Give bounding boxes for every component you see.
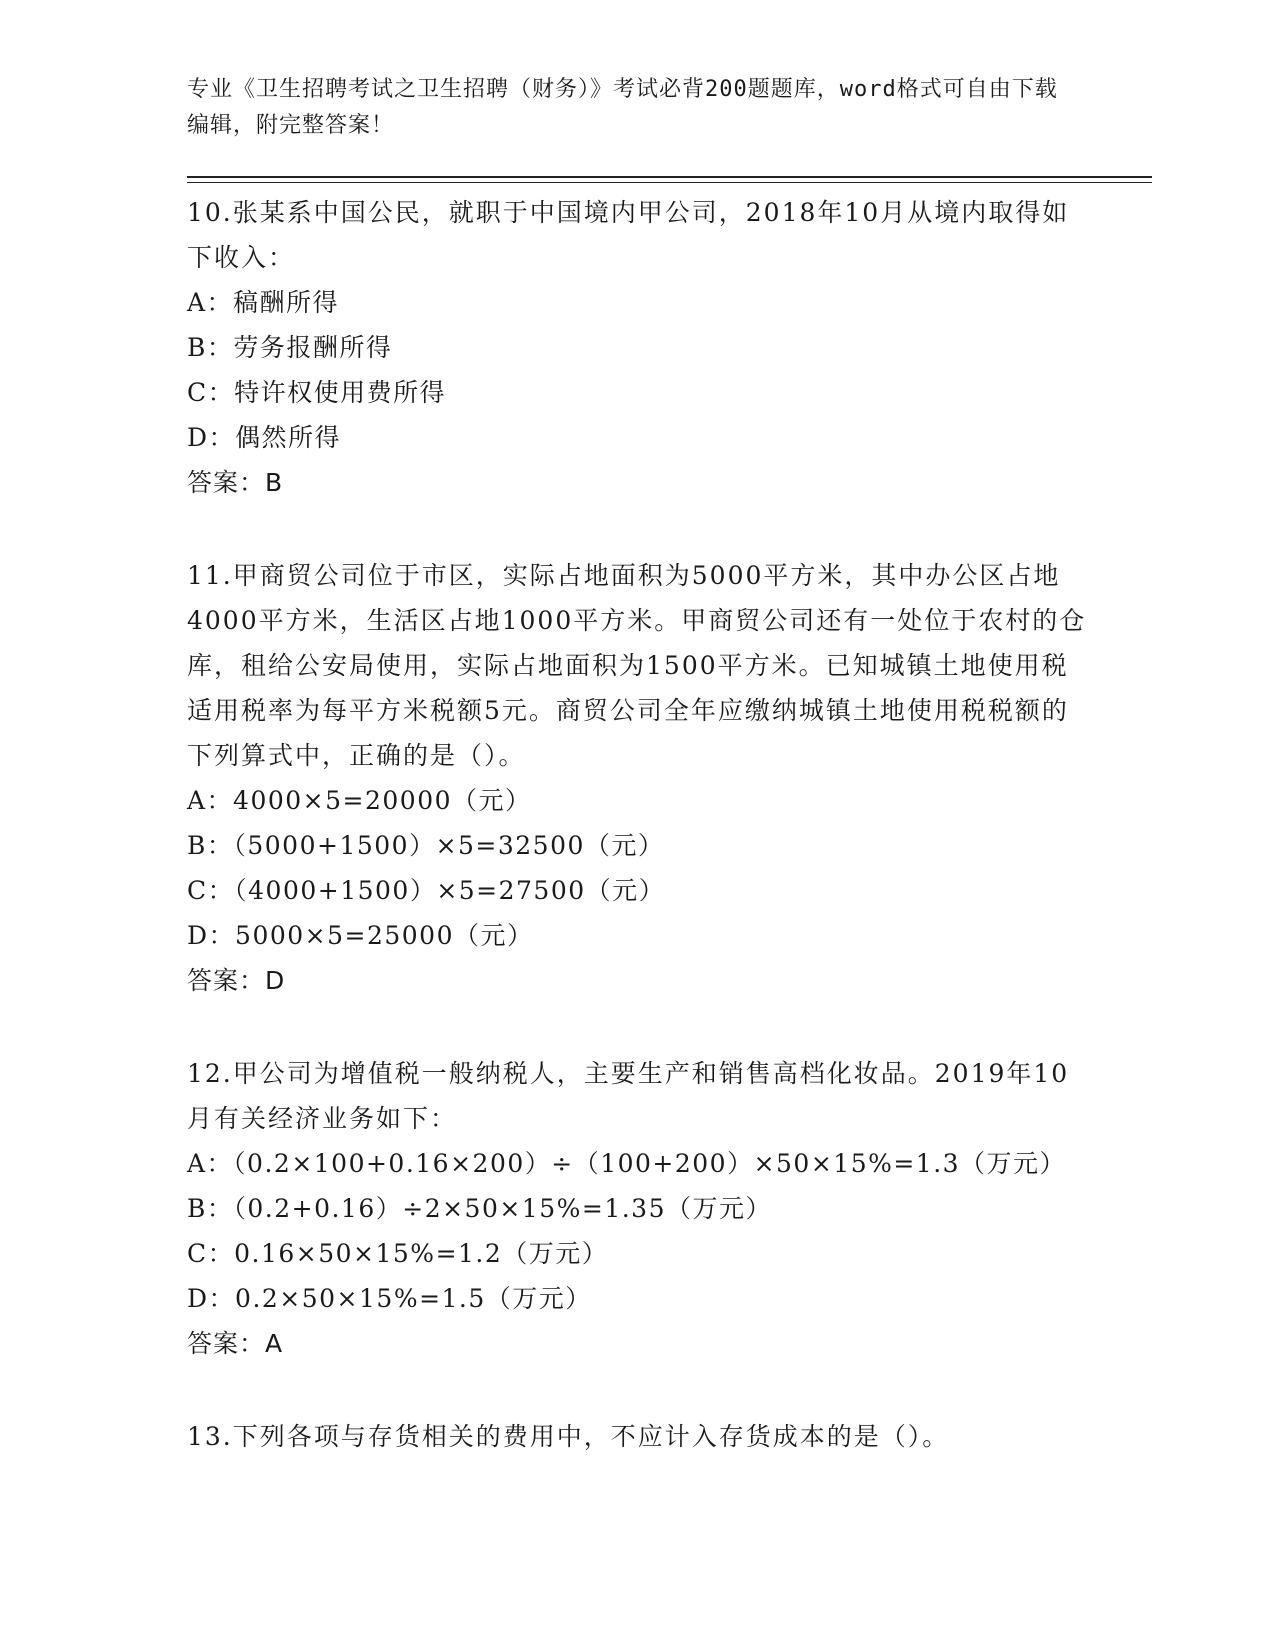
question-stem: 11.甲商贸公司位于市区，实际占地面积为5000平方米，其中办公区占地4000平方米，生活区占地1000平方米。甲商贸公司还有一处位于农村的仓库，租给公安局使用，实际占地面积为1500平方米。已知城镇土地使用税适用税率为每平方米税额5元。商贸公司全年应缴纳城镇土地使用税税额的下列算式中，正确的是（）。 bbox=[187, 561, 1087, 770]
question-list bbox=[187, 190, 1087, 1507]
question-11 bbox=[187, 553, 1087, 1003]
answer-line: 答案：B bbox=[187, 468, 284, 497]
option-b: B：（5000+1500）×5=32500（元） bbox=[187, 831, 665, 860]
question-stem: 10.张某系中国公民，就职于中国境内甲公司，2018年10月从境内取得如下收入： bbox=[187, 198, 1070, 272]
question-10 bbox=[187, 190, 1087, 505]
option-c: C：（4000+1500）×5=27500（元） bbox=[187, 876, 666, 905]
option-b: B：劳务报酬所得 bbox=[187, 333, 393, 362]
option-d: D：5000×5=25000（元） bbox=[187, 921, 534, 950]
document-header: 专业《卫生招聘考试之卫生招聘（财务）》考试必背200题题库，word格式可自由下载编辑，附完整答案！ bbox=[187, 77, 1058, 138]
option-c: C：0.16×50×15%=1.2（万元） bbox=[187, 1239, 609, 1268]
question-stem: 13.下列各项与存货相关的费用中，不应计入存货成本的是（）。 bbox=[187, 1422, 950, 1451]
answer-line: 答案：A bbox=[187, 1329, 284, 1358]
header-divider bbox=[187, 176, 1152, 178]
question-stem: 12.甲公司为增值税一般纳税人，主要生产和销售高档化妆品。2019年10月有关经济业务如下： bbox=[187, 1059, 1070, 1133]
option-b: B：（0.2+0.16）÷2×50×15%=1.35（万元） bbox=[187, 1194, 772, 1223]
answer-line: 答案：D bbox=[187, 966, 286, 995]
question-12 bbox=[187, 1051, 1087, 1366]
question-13 bbox=[187, 1414, 1087, 1459]
header-divider-thin bbox=[187, 182, 1152, 183]
option-d: D：0.2×50×15%=1.5（万元） bbox=[187, 1284, 592, 1313]
option-c: C：特许权使用费所得 bbox=[187, 378, 447, 407]
option-d: D：偶然所得 bbox=[187, 423, 342, 452]
option-a: A：（0.2×100+0.16×200）÷（100+200）×50×15%=1.3（万元） bbox=[187, 1149, 1067, 1178]
option-a: A：稿酬所得 bbox=[187, 288, 340, 317]
option-a: A：4000×5=20000（元） bbox=[187, 786, 532, 815]
